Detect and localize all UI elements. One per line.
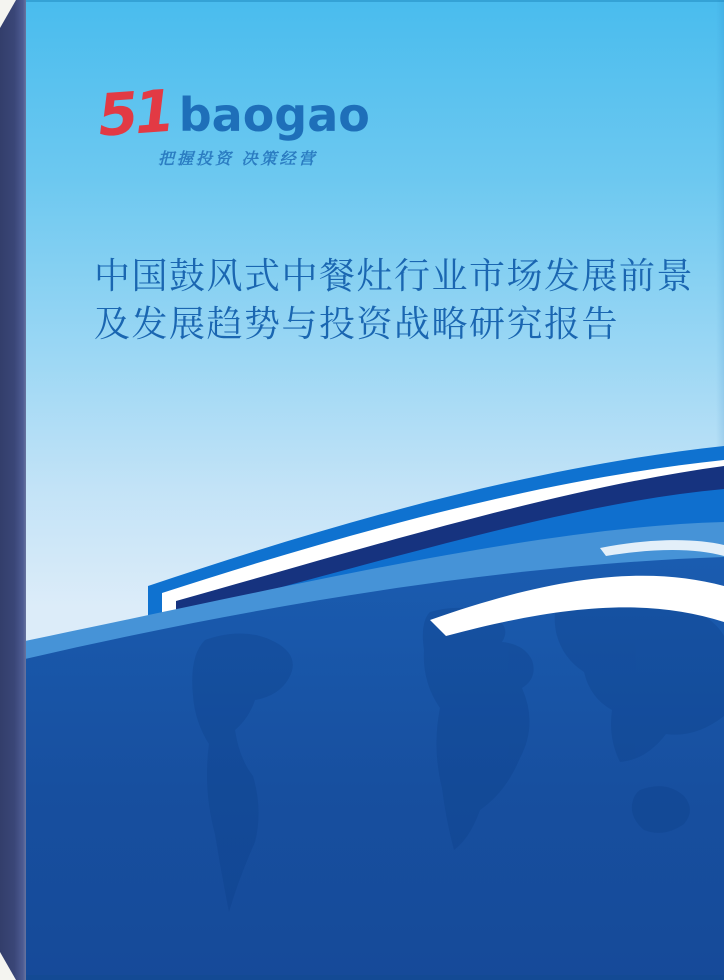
logo-row: [95, 76, 370, 150]
top-left-page-notch: [0, 0, 16, 28]
logo-tagline: 把握投资 决策经营: [158, 151, 318, 168]
report-title: [94, 252, 694, 348]
brand-logo: [95, 76, 370, 169]
book-spine: [0, 0, 26, 980]
bottom-left-page-notch: [0, 952, 16, 980]
logo-number-51: 51: [95, 76, 174, 150]
logo-wordmark: baogao: [178, 88, 370, 142]
bottom-edge-line: [0, 975, 724, 980]
report-title-line1: 中国鼓风式中餐灶行业市场发展前景: [94, 255, 695, 296]
report-title-line2: 及发展趋势与投资战略研究报告: [94, 303, 620, 344]
